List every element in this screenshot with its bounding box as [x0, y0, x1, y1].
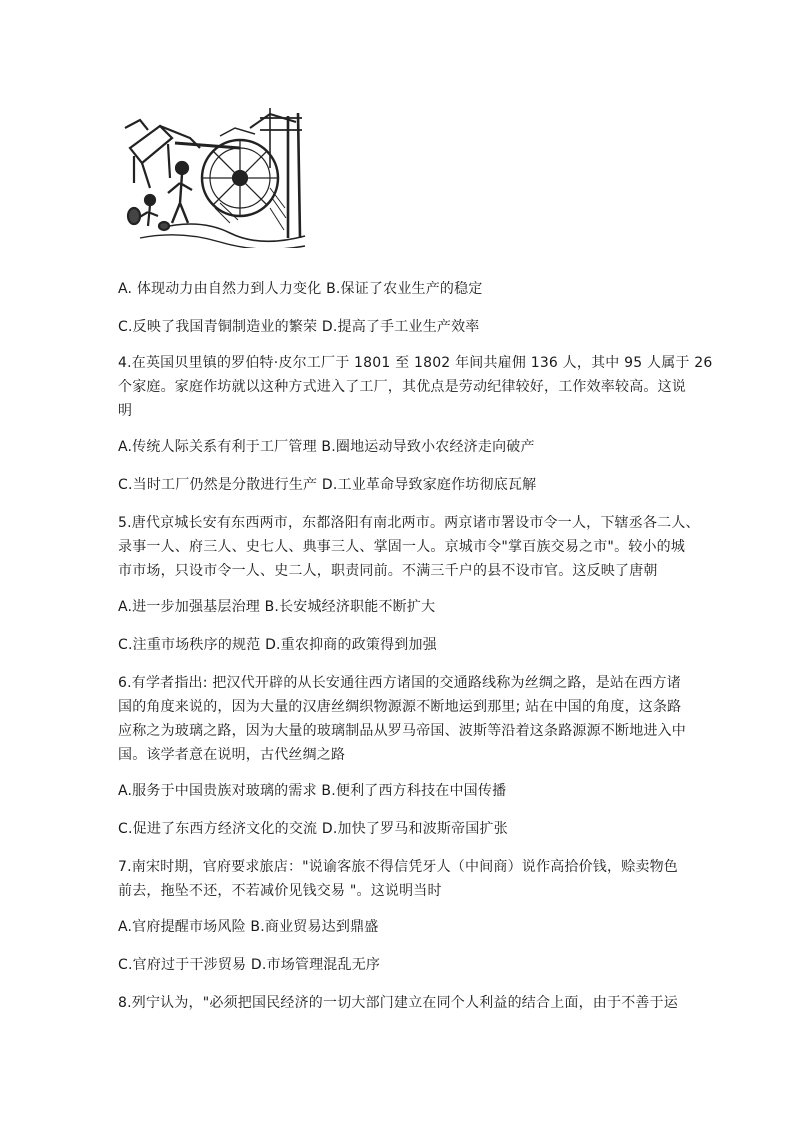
- q5-stem-line-3: 市市场，只设市令一人、史二人，职责同前。不满三千户的县不设市官。这反映了唐朝: [118, 563, 658, 579]
- q7-option-a-b[interactable]: A.官府提醒市场风险 B.商业贸易达到鼎盛: [118, 919, 379, 935]
- q6-stem-line-2: 国的角度来说的，因为大量的汉唐丝绸织物源源不断地运到那里; 站在中国的角度，这条路: [118, 699, 682, 715]
- q6-option-c-d[interactable]: C.促进了东西方经济文化的交流 D.加快了罗马和波斯帝国扩张: [118, 821, 508, 837]
- q5-stem-line-1: 5.唐代京城长安有东西两市，东都洛阳有南北两市。两京诸市署设市令一人，下辖丞各二人、: [118, 515, 700, 531]
- q7-stem-line-2: 前去，拖坠不还，不若减价见钱交易 "。这说明当时: [118, 883, 442, 899]
- q4-option-a-b[interactable]: A.传统人际关系有利于工厂管理 B.圈地运动导致小农经济走向破产: [118, 439, 535, 455]
- q4-option-c-d[interactable]: C.当时工厂仍然是分散进行生产 D.工业革命导致家庭作坊彻底瓦解: [118, 477, 537, 493]
- q6-stem-line-4: 国。该学者意在说明，古代丝绸之路: [118, 747, 346, 763]
- q3-option-a-b[interactable]: A. 体现动力由自然力到人力变化 B.保证了农业生产的稳定: [118, 281, 483, 297]
- q5-option-a-b[interactable]: A.进一步加强基层治理 B.长安城经济职能不断扩大: [118, 599, 436, 615]
- q8-stem-line-1: 8.列宁认为，"必须把国民经济的一切大部门建立在同个人利益的结合上面，由于不善于运: [118, 995, 678, 1011]
- q5-option-c-d[interactable]: C.注重市场秩序的规范 D.重农抑商的政策得到加强: [118, 637, 437, 653]
- q4-stem-line-3: 明: [118, 403, 133, 419]
- q3-option-c-d[interactable]: C.反映了我国青铜制造业的繁荣 D.提高了手工业生产效率: [118, 319, 480, 335]
- q6-option-a-b[interactable]: A.服务于中国贵族对玻璃的需求 B.便利了西方科技在中国传播: [118, 783, 507, 799]
- q4-stem-line-2: 个家庭。家庭作坊就以这种方式进入了工厂，其优点是劳动纪律较好，工作效率较高。这说: [118, 379, 686, 395]
- q4-stem-line-1: 4.在英国贝里镇的罗伯特·皮尔工厂于 1801 至 1802 年间共雇佣 136 人，其中 95 人属于 26: [118, 355, 713, 371]
- q5-stem-line-2: 录事一人、府三人、史七人、典事三人、掌固一人。京城市令"掌百族交易之市"。较小的城: [118, 539, 686, 555]
- q7-option-c-d[interactable]: C.官府过于干涉贸易 D.市场管理混乱无序: [118, 957, 381, 973]
- q7-stem-line-1: 7.南宋时期，官府要求旅店："说谕客旅不得信凭牙人（中间商）说作高拾价钱，赊卖物色: [118, 859, 678, 875]
- ancient-waterwheel-illustration: [120, 108, 310, 248]
- q6-stem-line-3: 应称之为玻璃之路，因为大量的玻璃制品从罗马帝国、波斯等沿着这条路源源不断地进入中: [118, 723, 686, 739]
- q6-stem-line-1: 6.有学者指出: 把汉代开辟的从长安通往西方诸国的交通路线称为丝绸之路，是站在西方诸: [118, 675, 681, 691]
